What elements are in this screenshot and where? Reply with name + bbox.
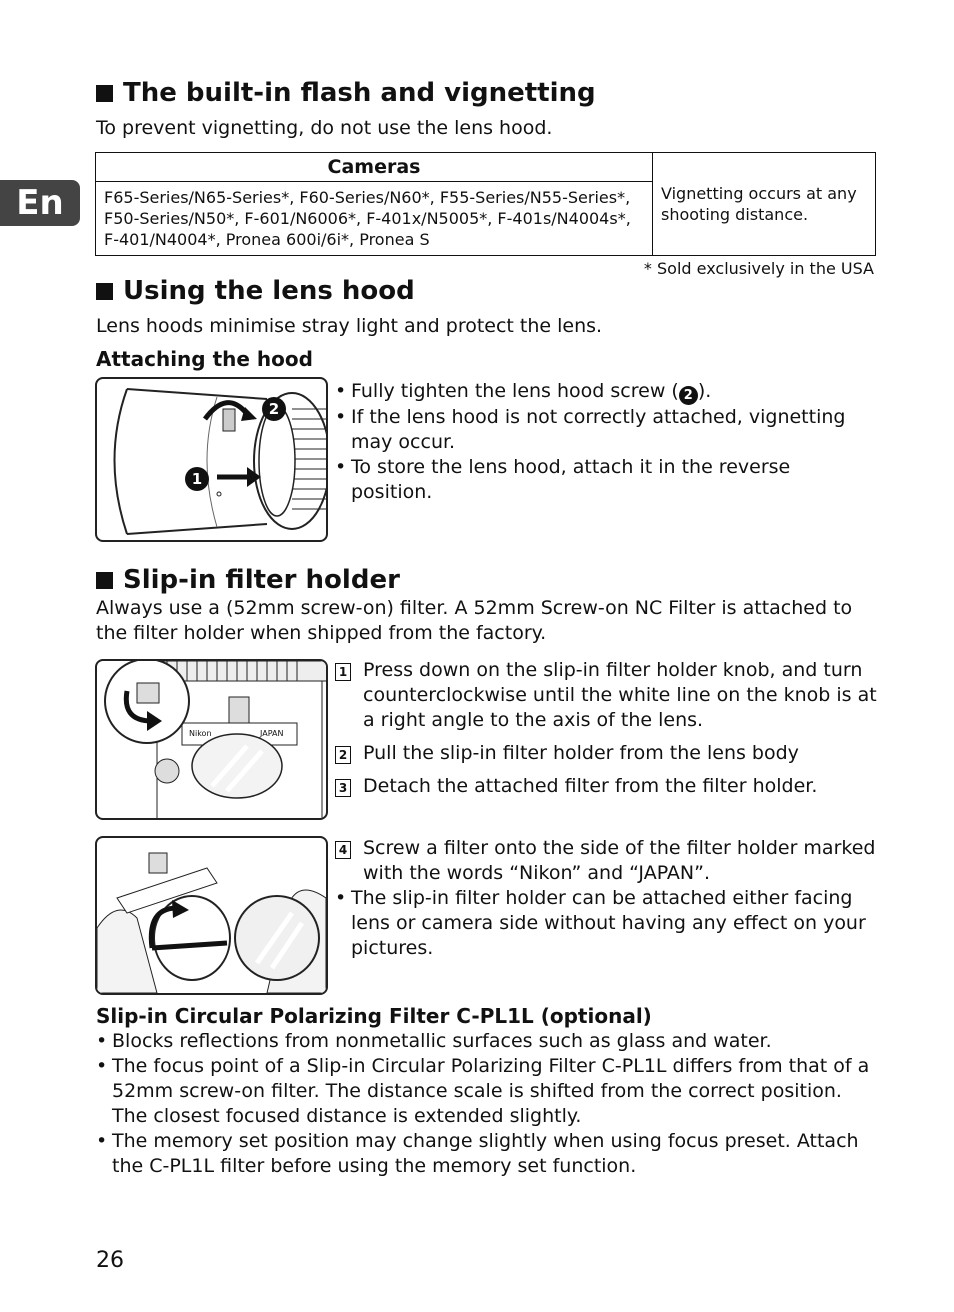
list-item: • Blocks reflections from nonmetallic surfaces such as glass and water. bbox=[96, 1029, 876, 1054]
step-text: Pull the slip-in filter holder from the lens body bbox=[363, 742, 799, 764]
filter-holder-figure-2 bbox=[95, 836, 328, 995]
marker-1: 1 bbox=[185, 467, 209, 491]
step-2 bbox=[335, 741, 880, 766]
filter-intro: Always use a (52mm screw-on) filter. A 52mm Screw-on NC Filter is attached to the filter holder when shipped from the factory. bbox=[96, 597, 853, 644]
language-tab: En bbox=[0, 180, 80, 226]
list-item: • If the lens hood is not correctly attached, vignetting may occur. bbox=[335, 405, 875, 455]
marker-2: 2 bbox=[262, 397, 286, 421]
hood-subheading: Attaching the hood bbox=[96, 347, 313, 371]
hood-heading-text: Using the lens hood bbox=[123, 276, 415, 306]
list-item: • The memory set position may change slightly when using focus preset. Attach the C-PL1L filter before using the memory set function. bbox=[96, 1129, 876, 1179]
hood-bullets bbox=[335, 379, 875, 505]
step-1 bbox=[335, 658, 880, 733]
filter-holder-figure-1 bbox=[95, 659, 328, 820]
step-number: 4 bbox=[335, 841, 351, 859]
step-number: 1 bbox=[335, 663, 351, 681]
camera-table-note: Vignetting occurs at any shooting distance. bbox=[653, 153, 876, 256]
step-text: Detach the attached filter from the filter holder. bbox=[363, 775, 818, 797]
flash-heading bbox=[96, 78, 596, 108]
heading-square-icon bbox=[96, 572, 113, 589]
camera-table-models: F65-Series/N65-Series*, F60-Series/N60*, F55-Series/N55-Series*, F50-Series/N50*, F-601/N6006*, F-401x/N5005*, F-401s/N4004s*, F-401/N4004*, Pronea 600i/6i*, Pronea S bbox=[96, 182, 653, 256]
step-text: Screw a filter onto the side of the filter holder marked with the words “Nikon” and “JAPAN”. bbox=[363, 837, 876, 884]
list-item: • The slip-in filter holder can be attached either facing lens or camera side without having any effect on your pictures. bbox=[335, 886, 880, 961]
lens-hood-figure bbox=[95, 377, 328, 542]
polarizer-heading: Slip-in Circular Polarizing Filter C-PL1L (optional) bbox=[96, 1004, 652, 1028]
camera-table-header: Cameras bbox=[96, 153, 653, 182]
hood-intro: Lens hoods minimise stray light and protect the lens. bbox=[96, 315, 603, 337]
camera-table bbox=[95, 152, 876, 256]
filter-heading-text: Slip-in filter holder bbox=[123, 565, 400, 595]
polarizer-bullets bbox=[96, 1029, 876, 1179]
steps-1-3 bbox=[335, 658, 880, 799]
hood-heading bbox=[96, 276, 415, 306]
step-3 bbox=[335, 774, 880, 799]
flash-intro: To prevent vignetting, do not use the lens hood. bbox=[96, 117, 553, 139]
footnote: * Sold exclusively in the USA bbox=[643, 259, 874, 278]
bullet-text: Fully tighten the lens hood screw ( bbox=[351, 380, 679, 402]
filter-bullets bbox=[335, 886, 880, 961]
marker-2-inline: 2 bbox=[679, 386, 698, 405]
list-item bbox=[335, 379, 875, 405]
step-text: Press down on the slip-in filter holder knob, and turn counterclockwise until the white line on the knob is at a right angle to the axis of the lens. bbox=[363, 659, 877, 731]
filter-heading bbox=[96, 565, 400, 595]
label-japan: JAPAN bbox=[260, 729, 284, 738]
filter-holder-illustration bbox=[97, 661, 326, 818]
step-4 bbox=[335, 836, 880, 886]
filter-attach-illustration bbox=[97, 838, 326, 993]
flash-heading-text: The built-in flash and vignetting bbox=[123, 78, 596, 108]
list-item: • The focus point of a Slip-in Circular Polarizing Filter C-PL1L differs from that of a 52mm screw-on filter. The distance scale is shifted from the correct position. The closest focused distance is extended slightly. bbox=[96, 1054, 876, 1129]
bullet-text: ). bbox=[697, 380, 712, 402]
lens-hood-illustration bbox=[97, 379, 326, 540]
step-number: 3 bbox=[335, 779, 351, 797]
label-nikon: Nikon bbox=[189, 729, 212, 738]
list-item: • To store the lens hood, attach it in the reverse position. bbox=[335, 455, 875, 505]
step-4-block bbox=[335, 836, 880, 961]
heading-square-icon bbox=[96, 283, 113, 300]
step-number: 2 bbox=[335, 746, 351, 764]
page-number: 26 bbox=[96, 1248, 124, 1273]
heading-square-icon bbox=[96, 85, 113, 102]
